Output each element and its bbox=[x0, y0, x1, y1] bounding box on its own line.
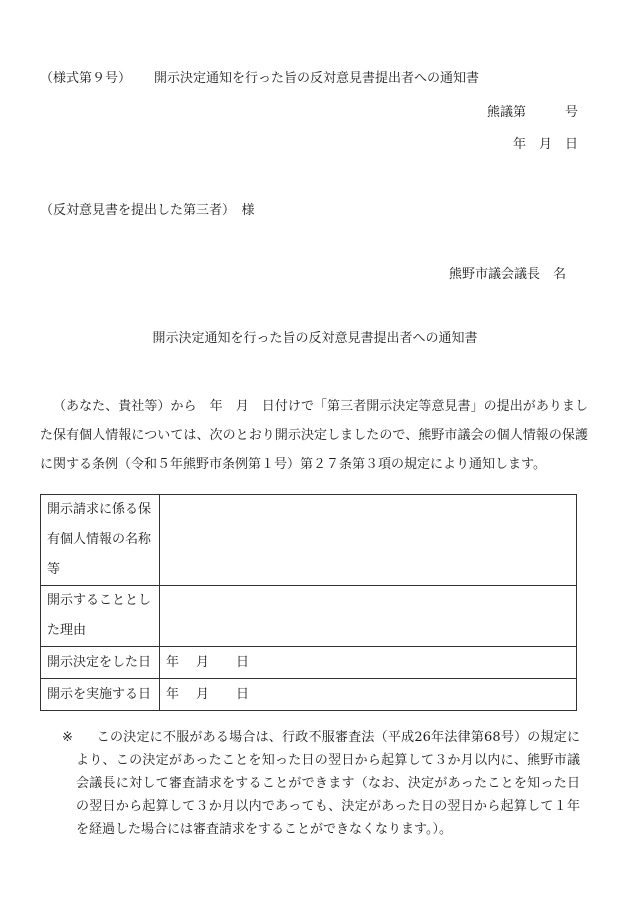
document-date: 年 月 日 bbox=[512, 137, 578, 152]
month-label: 月 bbox=[196, 687, 210, 702]
row-value bbox=[160, 586, 577, 647]
day-label: 日 bbox=[236, 655, 250, 670]
footnote bbox=[62, 726, 580, 841]
document-number: 熊議第 号 bbox=[486, 105, 578, 120]
form-heading: 開示決定通知を行った旨の反対意見書提出者への通知書 bbox=[154, 71, 480, 86]
month-label: 月 bbox=[196, 655, 210, 670]
sender: 熊野市議会議長 名 bbox=[448, 267, 566, 282]
body-paragraph bbox=[40, 392, 588, 479]
note-text: この決定に不服がある場合は、行政不服審査法（平成26年法律第68号）の規定により、この決定があったことを知った日の翌日から起算して３か月以内に、熊野市議会議長に対して審査請求をすることができます（なお、決定があったことを知った日の翌日から起算して３か月以内であっても、決定があった日の翌日から起算して１年を経過した場合には審査請求をすることができなくなります。）。 bbox=[76, 730, 580, 837]
form-number: （様式第９号） bbox=[40, 71, 132, 86]
page-title: 開示決定通知を行った旨の反対意見書提出者への通知書 bbox=[152, 331, 478, 346]
body-text: （あなた、貴社等）から 年 月 日付けで「第三者開示決定等意見書」の提出がありました保有個人情報については、次のとおり開示決定しましたので、熊野市議会の個人情報の保護に関する条例（令和５年熊野市条例第１号）第２７条第３項の規定により通知します。 bbox=[40, 399, 588, 472]
info-table bbox=[40, 494, 577, 711]
table-row bbox=[41, 679, 577, 711]
row-label: 開示請求に係る保有個人情報の名称等 bbox=[41, 495, 160, 586]
row-label: 開示することとした理由 bbox=[41, 586, 160, 647]
year-label: 年 bbox=[166, 687, 180, 702]
row-value bbox=[160, 495, 577, 586]
addressee: （反対意見書を提出した第三者） 様 bbox=[40, 203, 255, 218]
row-label: 開示を実施する日 bbox=[41, 679, 160, 711]
table-row bbox=[41, 495, 577, 586]
note-mark: ※ bbox=[62, 730, 73, 745]
implementation-date-value bbox=[160, 679, 577, 711]
day-label: 日 bbox=[236, 687, 250, 702]
year-label: 年 bbox=[166, 655, 180, 670]
row-label: 開示決定をした日 bbox=[41, 647, 160, 679]
table-row bbox=[41, 647, 577, 679]
decision-date-value bbox=[160, 647, 577, 679]
table-row bbox=[41, 586, 577, 647]
